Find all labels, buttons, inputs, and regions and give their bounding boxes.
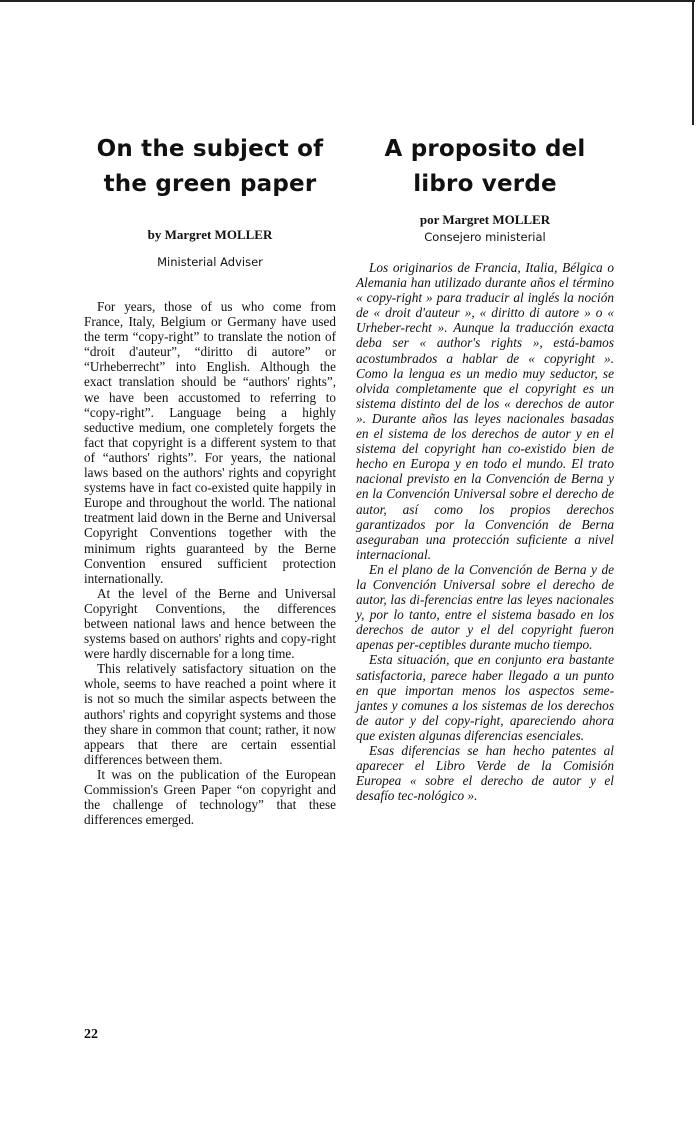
spanish-paragraph: Esas diferencias se han hecho patentes al aparecer el Libro Verde de la Comisión Europea « sobre el derecho de autor y el desafío tec-nológico ». (356, 743, 614, 804)
english-article-title: On the subject of the green paper (96, 136, 324, 197)
english-paragraph: At the level of the Berne and Universal Copyright Conventions, the differences between national laws and hence between the systems based on authors' rights and copy-right were hardly discernable for a long time. (84, 585, 336, 662)
english-paragraph: This relatively satisfactory situation on the whole, seems to have reached a point where it is not so much the similar aspects between the authors' rights and copyright systems and those they share in common that count; rather, it now appears that there are certain essential differences between them. (84, 661, 336, 767)
spanish-article (356, 132, 614, 803)
spanish-article-title: A proposito del libro verde (384, 136, 586, 197)
english-author-role: Ministerial Adviser (157, 255, 263, 269)
top-border-rule (0, 0, 695, 2)
spanish-byline: por Margret MOLLER (419, 212, 551, 227)
english-byline: by Margret MOLLER (147, 227, 273, 242)
english-paragraph: For years, those of us who come from France, Italy, Belgium or Germany have used the term “copy-right” to translate the notion of “droit d'auteur”, “diritto di autore” or “Urheberrecht” into English. Although the exact translation should be “authors' rights”, we have been accustomed to referring to “copy-right”. Language being a highly seductive medium, one completely forgets the fact that copyright is a different system to that of “authors' rights”. For years, the national laws based on the authors' rights and copyright systems have in fact co-existed quite happily in Europe and throughout the world. The national treatment laid down in the Berne and Universal Copyright Conventions together with the minimum rights guaranteed by the Berne Convention ensured sufficient protection internationally. (84, 299, 336, 586)
english-article (84, 132, 336, 827)
spanish-paragraph: Los originarios de Francia, Italia, Bélgica o Alemania han utilizado durante años el término « copy-right » para traducir al inglés la noción de « droit d'auteur », « diritto di autore » o « Urheber-recht ». Aunque la traducción exacta deba ser « author's rights », está-bamos acostumbrados a hablar de « copyright ». Como la lengua es un medio muy seductor, se olvida completamente que el copyright es un sistema distinto del de los « derechos de autor ». Durante años las leyes nacionales basadas en el sistema de los derechos de autor y en el sistema del copyright han co-existido bien de hecho en Europa y en todo el mundo. El trato nacional previsto en la Convención de Berna y en la Convención Universal sobre el derecho de autor, así como los propios derechos garantizados por la Convención de Berna aseguraban una protección suficiente a nivel internacional. (356, 260, 614, 562)
spanish-author-role: Consejero ministerial (424, 230, 546, 244)
english-paragraph: It was on the publication of the European Commission's Green Paper “on copyright and the challenge of technology” that these differences emerged. (84, 766, 336, 828)
spanish-paragraph: En el plano de la Convención de Berna y de la Convención Universal sobre el derecho de autor, las di-ferencias entre las leyes nacionales y, por lo tanto, entre el sistema basado en los derechos de autor y el del copyright fueron apenas per-ceptibles durante mucho tiempo. (356, 561, 614, 653)
english-article-body (84, 299, 336, 827)
spanish-paragraph: Esta situación, que en conjunto era bastante satisfactoria, parece haber llegado a un punto en que importan menos los aspectos seme-jantes y comunes a los sistemas de los derechos de autor y del copy-right, apareciendo ahora que existen algunas diferencias esenciales. (356, 652, 614, 743)
spanish-article-body (356, 260, 614, 803)
right-edge-rule (692, 0, 694, 125)
page-number: 22 (84, 1027, 98, 1042)
